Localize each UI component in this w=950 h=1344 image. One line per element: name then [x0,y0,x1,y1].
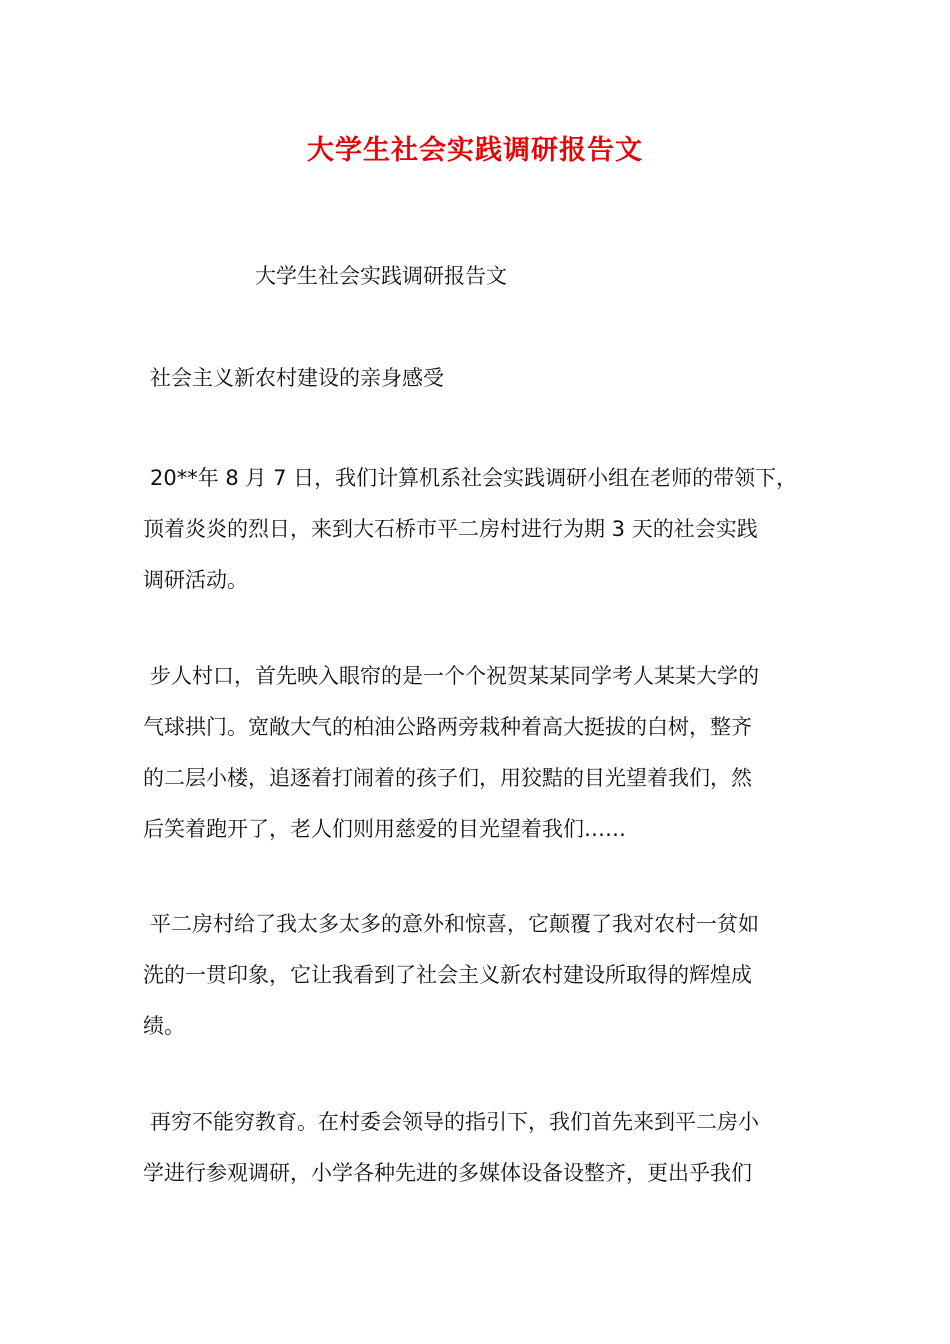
paragraph-line: 再穷不能穷教育。在村委会领导的指引下，我们首先来到平二房小 [150,1110,759,1134]
paragraph-line: 的二层小楼，追逐着打闹着的孩子们，用狡黠的目光望着我们，然 [143,766,752,790]
paragraph-line: 平二房村给了我太多太多的意外和惊喜，它颠覆了我对农村一贫如 [150,912,759,936]
paragraph-line: 步人村口，首先映入眼帘的是一个个祝贺某某同学考人某某大学的 [150,664,759,688]
section-heading: 社会主义新农村建设的亲身感受 [150,366,444,390]
paragraph-line: 顶着炎炎的烈日，来到大石桥市平二房村进行为期 3 天的社会实践 [143,517,758,541]
paragraph-line: 气球拱门。宽敞大气的柏油公路两旁栽种着高大挺拔的白树，整齐 [143,715,752,739]
paragraph-line: 后笑着跑开了，老人们则用慈爱的目光望着我们…… [143,817,626,841]
paragraph-line: 20**年 8 月 7 日，我们计算机系社会实践调研小组在老师的带领下， [150,466,798,490]
document-subtitle: 大学生社会实践调研报告文 [255,264,507,288]
paragraph-line: 洗的一贯印象，它让我看到了社会主义新农村建设所取得的辉煌成 [143,963,752,987]
paragraph-line: 绩。 [143,1014,185,1038]
paragraph-line: 学进行参观调研，小学各种先进的多媒体设备设整齐，更出乎我们 [143,1161,752,1185]
document-title: 大学生社会实践调研报告文 [307,135,643,166]
paragraph-line: 调研活动。 [143,568,248,592]
